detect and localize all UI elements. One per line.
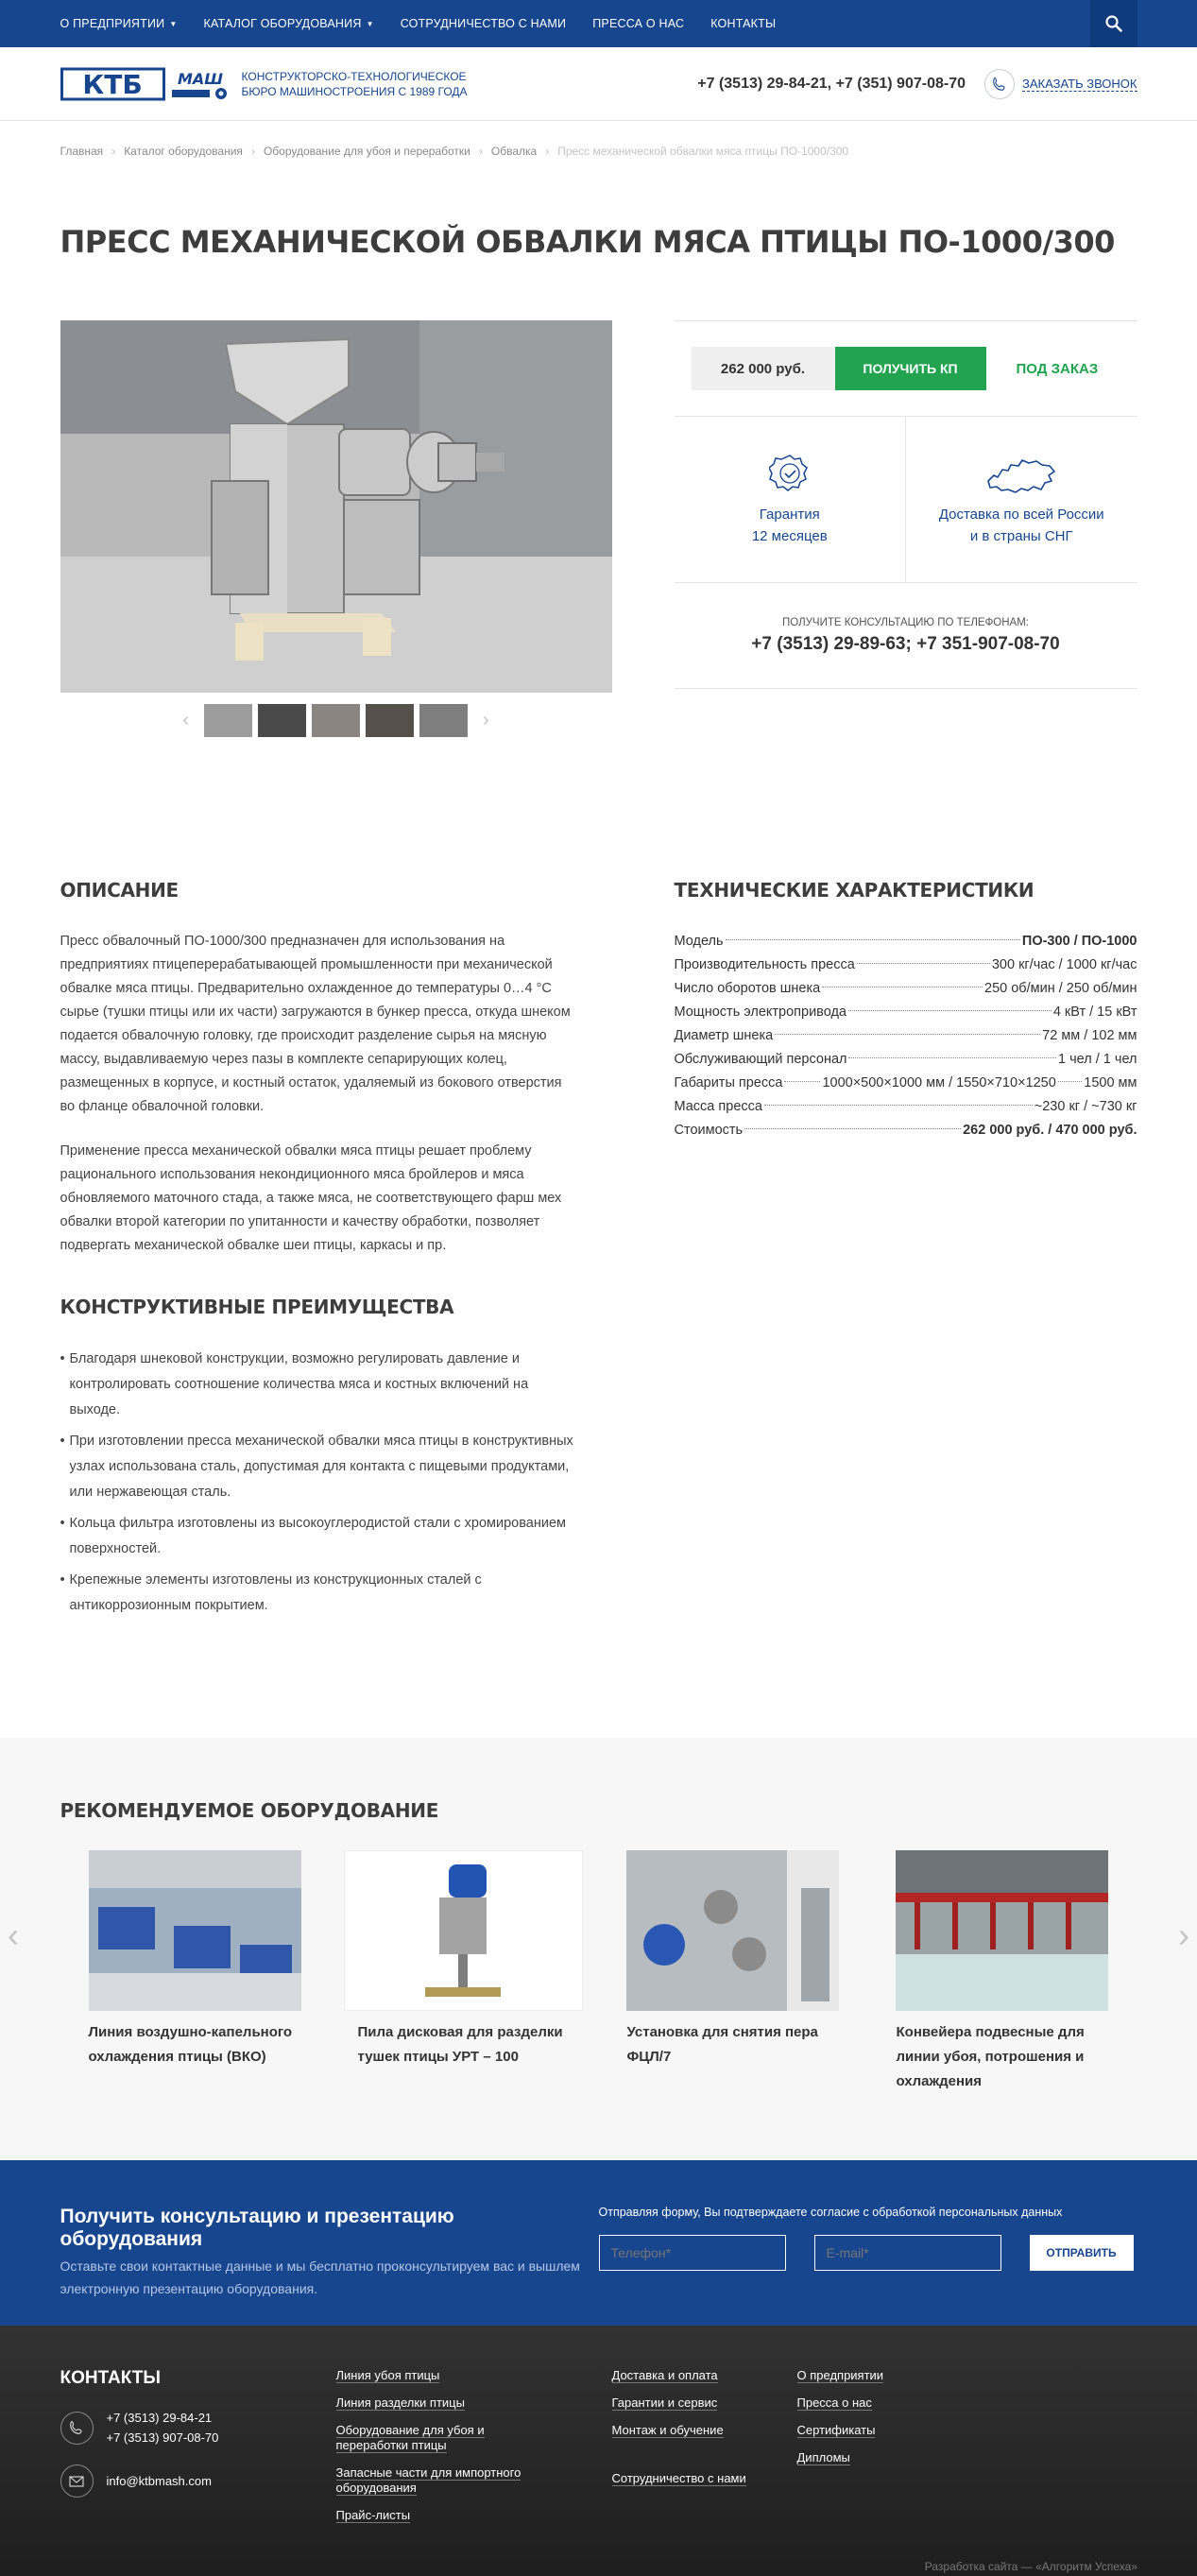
product-main-photo[interactable] (60, 320, 612, 693)
feature-line: 12 месяцев (751, 527, 828, 544)
specs-heading: ТЕХНИЧЕСКИЕ ХАРАКТЕРИСТИКИ (674, 879, 1035, 902)
footer-phone-number[interactable]: +7 (3513) 907-08-70 (106, 2430, 219, 2445)
recommended-card-title: Пила дисковая для разделки тушек птицы УРТ – 100 (357, 2024, 563, 2065)
recommended-carousel (60, 1850, 1137, 2094)
logo-mark (60, 67, 236, 101)
press-machine-image (60, 320, 612, 693)
submit-button[interactable]: ОТПРАВИТЬ (1030, 2235, 1134, 2271)
spec-row (675, 1119, 1137, 1142)
recommended-section (0, 1738, 1197, 2160)
russia-map-icon (985, 453, 1057, 494)
footer-email-link[interactable]: info@ktbmash.com (106, 2474, 212, 2488)
get-quote-button[interactable]: ПОЛУЧИТЬ КП (835, 347, 986, 390)
recommended-heading: РЕКОМЕНДУЕМОЕ ОБОРУДОВАНИЕ (60, 1799, 439, 1822)
spec-key: Стоимость (674, 1123, 744, 1138)
advantages-heading: КОНСТРУКТИВНЫЕ ПРЕИМУЩЕСТВА (60, 1296, 454, 1318)
spec-row (675, 1001, 1137, 1024)
footer-phone (60, 2408, 336, 2447)
footer-phone-number[interactable]: +7 (3513) 29-84-21 (106, 2411, 213, 2425)
logo[interactable] (60, 67, 468, 101)
description-paragraph: Применение пресса механической обвалки мяса птицы решает проблему рационального использования некондиционного мяса бройлеров и мяса обновляемого маточного стада, а также мяса, не соответствующего фарш мех обвалки второй категории по упитанности и качеству обработки, позволяет подвергать механической обвалке шеи птицы, каркасы и пр. (60, 1143, 562, 1253)
consult-label: ПОЛУЧИТЕ КОНСУЛЬТАЦИЮ ПО ТЕЛЕФОНАМ: (781, 616, 1030, 628)
spec-value: ~230 кг / ~730 кг (1034, 1099, 1137, 1114)
footer-link[interactable]: Прайс-листы (335, 2508, 411, 2522)
description (60, 879, 580, 1258)
warranty-badge-icon (769, 453, 811, 494)
breadcrumb-separator: › (111, 145, 116, 158)
nav-item-contacts[interactable] (710, 17, 776, 30)
thumbnail[interactable] (204, 704, 252, 737)
phone-icon (984, 69, 1015, 99)
footer-heading: КОНТАКТЫ (60, 2368, 162, 2388)
thumbnail[interactable] (419, 704, 468, 737)
spec-value-mid: 1000×500×1000 мм / 1550×710×1250 (822, 1075, 1056, 1091)
footer-col-catalog (336, 2368, 612, 2535)
product-image (344, 1850, 583, 2011)
nav-item-label: КАТАЛОГ ОБОРУДОВАНИЯ (203, 17, 362, 30)
spec-value: 250 об/мин / 250 об/мин (984, 981, 1137, 996)
spec-row (675, 953, 1137, 977)
footer-link[interactable]: Линия убоя птицы (335, 2368, 440, 2382)
carousel-next-arrow-icon[interactable]: › (1178, 1915, 1189, 1954)
caret-down-icon: ▼ (169, 19, 178, 28)
breadcrumb-link[interactable]: Оборудование для убоя и переработки (263, 145, 470, 158)
email-input[interactable] (814, 2235, 1001, 2271)
spec-row (675, 1048, 1137, 1072)
product-gallery (60, 320, 612, 737)
product-section (60, 320, 1137, 737)
feature-line: и в страны СНГ (969, 527, 1073, 544)
recommended-card-title: Установка для снятия пера ФЦЛ/7 (626, 2024, 818, 2065)
phone-icon (60, 2412, 94, 2445)
page-title: ПРЕСС МЕХАНИЧЕСКОЙ ОБВАЛКИ МЯСА ПТИЦЫ ПО-1000/300 (60, 224, 1115, 260)
breadcrumb-separator: › (545, 145, 550, 158)
breadcrumb-link[interactable]: Главная (60, 145, 104, 158)
buy-box (675, 320, 1137, 737)
breadcrumb-separator: › (250, 145, 255, 158)
consult-phones[interactable]: +7 (3513) 29-89-63; +7 351-907-08-70 (751, 633, 1060, 654)
gallery-next-arrow-icon[interactable]: › (483, 710, 489, 730)
breadcrumb (60, 121, 1137, 158)
carousel-prev-arrow-icon[interactable]: ‹ (8, 1915, 19, 1954)
availability-badge: ПОД ЗАКАЗ (1016, 360, 1099, 377)
logo-tagline (242, 69, 468, 99)
nav-item-label: О ПРЕДПРИЯТИИ (60, 17, 165, 30)
spec-key: Число оборотов шнека (674, 981, 821, 996)
search-button[interactable] (1090, 0, 1137, 47)
mail-icon (60, 2464, 94, 2498)
header-phones[interactable]: +7 (3513) 29-84-21, +7 (351) 907-08-70 (697, 76, 966, 92)
footer-col-services (612, 2368, 797, 2535)
thumbnail[interactable] (366, 704, 414, 737)
callback-label: ЗАКАЗАТЬ ЗВОНОК (1022, 77, 1137, 91)
description-heading: ОПИСАНИЕ (60, 879, 179, 902)
logo-ktb: КТБ (81, 69, 143, 100)
form-description: Оставьте свои контактные данные и мы бесплатно проконсультируем вас и вышлем электронную презентацию оборудования. (60, 2258, 580, 2296)
recommended-card-title: Линия воздушно-капельного охлаждения птицы (ВКО) (88, 2024, 293, 2065)
breadcrumb-link[interactable]: Обвалка (490, 145, 538, 158)
specs (675, 879, 1137, 1624)
nav-item-catalog[interactable] (203, 17, 373, 30)
tagline-line: КОНСТРУКТОРСКО-ТЕХНОЛОГИЧЕСКОЕ (241, 70, 467, 83)
spec-key: Модель (674, 934, 724, 949)
footer-link[interactable]: Гарантии и сервис (611, 2396, 718, 2410)
spec-row (675, 930, 1137, 953)
feature-line: Доставка по всей России (938, 506, 1104, 523)
footer-link[interactable]: Монтаж и обучение (611, 2423, 724, 2437)
thumbnail-strip (60, 704, 612, 737)
advantage-item: • Крепежные элементы изготовлены из конструкционных сталей с антикоррозионным покрытием. (60, 1568, 580, 1619)
footer-link[interactable]: О предприятии (796, 2368, 884, 2382)
recommended-card[interactable] (882, 1850, 1121, 2094)
spec-value: 4 кВт / 15 кВт (1052, 1005, 1137, 1020)
spec-value: 1500 мм (1084, 1075, 1137, 1091)
spec-key: Мощность электропривода (674, 1005, 846, 1020)
footer-link[interactable]: Доставка и оплата (611, 2368, 718, 2382)
breadcrumb-separator: › (478, 145, 483, 158)
thumbnail[interactable] (312, 704, 360, 737)
footer-link[interactable]: Пресса о нас (796, 2396, 872, 2410)
spec-key: Габариты пресса (674, 1075, 783, 1091)
spec-row (675, 977, 1137, 1001)
product-image (613, 1850, 852, 2011)
phone-input[interactable] (599, 2235, 786, 2271)
thumbnail[interactable] (258, 704, 306, 737)
spec-key: Масса пресса (674, 1099, 762, 1114)
spec-key: Диаметр шнека (674, 1028, 774, 1043)
footer (0, 2326, 1197, 2576)
footer-link[interactable]: Сертификаты (796, 2423, 876, 2437)
features (675, 417, 1137, 583)
spec-value: 300 кг/час / 1000 кг/час (991, 957, 1137, 972)
caret-down-icon: ▼ (366, 19, 374, 28)
description-paragraph: Пресс обвалочный ПО-1000/300 предназначен для использования на предприятиях птицеперерабатывающей промышленности при механической обвалке мяса птицы. Предварительно охлажденное до температуры 0…4 °С сырье (тушки птицы или их части) загружаются в бункер пресса, откуда шнеком подается обвалочную головку, где происходит разделение сырья на мясную массу, выдавливаемую через пазы в комплекте сепарирующих колец, размещенных в корпусе, и костный остаток, удаляемый из бокового отверстия во фланце обвалочной головки. (60, 934, 571, 1114)
footer-col-company (797, 2368, 1073, 2535)
advantage-item: • Благодаря шнековой конструкции, возможно регулировать давление и контролировать соотношение количества мяса и костных включений на выходе. (60, 1347, 580, 1423)
footer-email (60, 2464, 336, 2498)
tagline-line: БЮРО МАШИНОСТРОЕНИЯ С 1989 ГОДА (241, 85, 468, 98)
spec-value: 72 мм / 102 мм (1042, 1028, 1137, 1043)
gallery-prev-arrow-icon[interactable]: ‹ (182, 710, 189, 730)
developer-credit[interactable]: Разработка сайта — «Алгоритм Успеха» (924, 2560, 1137, 2573)
spec-key: Производительность пресса (674, 957, 855, 972)
spec-value: 262 000 руб. / 470 000 руб. (963, 1123, 1137, 1138)
logo-mash: МАШ (177, 70, 223, 88)
info-section (60, 879, 1137, 1624)
top-nav (0, 0, 1197, 47)
recommended-card-title: Конвейера подвесные для линии убоя, потрошения и охлаждения (896, 2024, 1085, 2089)
recommended-card[interactable] (613, 1850, 852, 2094)
spec-value: 1 чел / 1 чел (1058, 1052, 1137, 1067)
price: 262 000 руб. (692, 347, 835, 390)
breadcrumb-link[interactable]: Каталог оборудования (124, 145, 243, 158)
form-consent: Отправляя форму, Вы подтверждаете согласие с обработкой персональных данных (598, 2206, 1063, 2219)
consultation-form (0, 2160, 1197, 2326)
footer-link[interactable]: Сотрудничество с нами (611, 2471, 746, 2485)
product-image (882, 1850, 1121, 2011)
nav-item-press[interactable] (592, 17, 684, 30)
footer-link[interactable]: Запасные части для импортного оборудования (335, 2465, 522, 2495)
footer-link[interactable]: Линия разделки птицы (335, 2396, 465, 2410)
spec-row (675, 1095, 1137, 1119)
footer-link[interactable]: Дипломы (796, 2450, 850, 2464)
nav-item-about[interactable] (60, 17, 178, 30)
feature-delivery (906, 417, 1137, 582)
product-image (75, 1850, 314, 2011)
advantage-item: • При изготовлении пресса механической обвалки мяса птицы в конструктивных узлах использована сталь, допустимая для контакта с пищевыми продуктами, или нержавеющая сталь. (60, 1429, 580, 1505)
consult-block (675, 583, 1137, 689)
recommended-card[interactable] (75, 1850, 314, 2094)
nav-item-label: ПРЕССА О НАС (592, 17, 685, 30)
callback-button[interactable] (984, 69, 1137, 99)
breadcrumb-current: Пресс механической обвалки мяса птицы ПО-1000/300 (557, 145, 849, 158)
advantage-item: • Кольца фильтра изготовлены из высокоуглеродистой стали с хромированием поверхностей. (60, 1511, 580, 1562)
footer-link[interactable]: Оборудование для убоя и переработки птицы (335, 2423, 485, 2452)
form-heading: Получить консультацию и презентацию оборудования (60, 2206, 454, 2250)
spec-row (675, 1072, 1137, 1095)
nav-item-label: КОНТАКТЫ (710, 17, 777, 30)
feature-warranty (675, 417, 907, 582)
site-header (0, 47, 1197, 121)
feature-line: Гарантия (759, 506, 820, 523)
nav-item-cooperation[interactable] (401, 17, 567, 30)
recommended-card[interactable] (344, 1850, 583, 2094)
search-icon (1105, 15, 1122, 32)
spec-value: ПО-300 / ПО-1000 (1021, 934, 1137, 949)
spec-key: Обслуживающий персонал (674, 1052, 847, 1067)
advantages (60, 1296, 580, 1619)
price-row (675, 320, 1137, 417)
spec-row (675, 1024, 1137, 1048)
nav-item-label: СОТРУДНИЧЕСТВО С НАМИ (400, 17, 567, 30)
